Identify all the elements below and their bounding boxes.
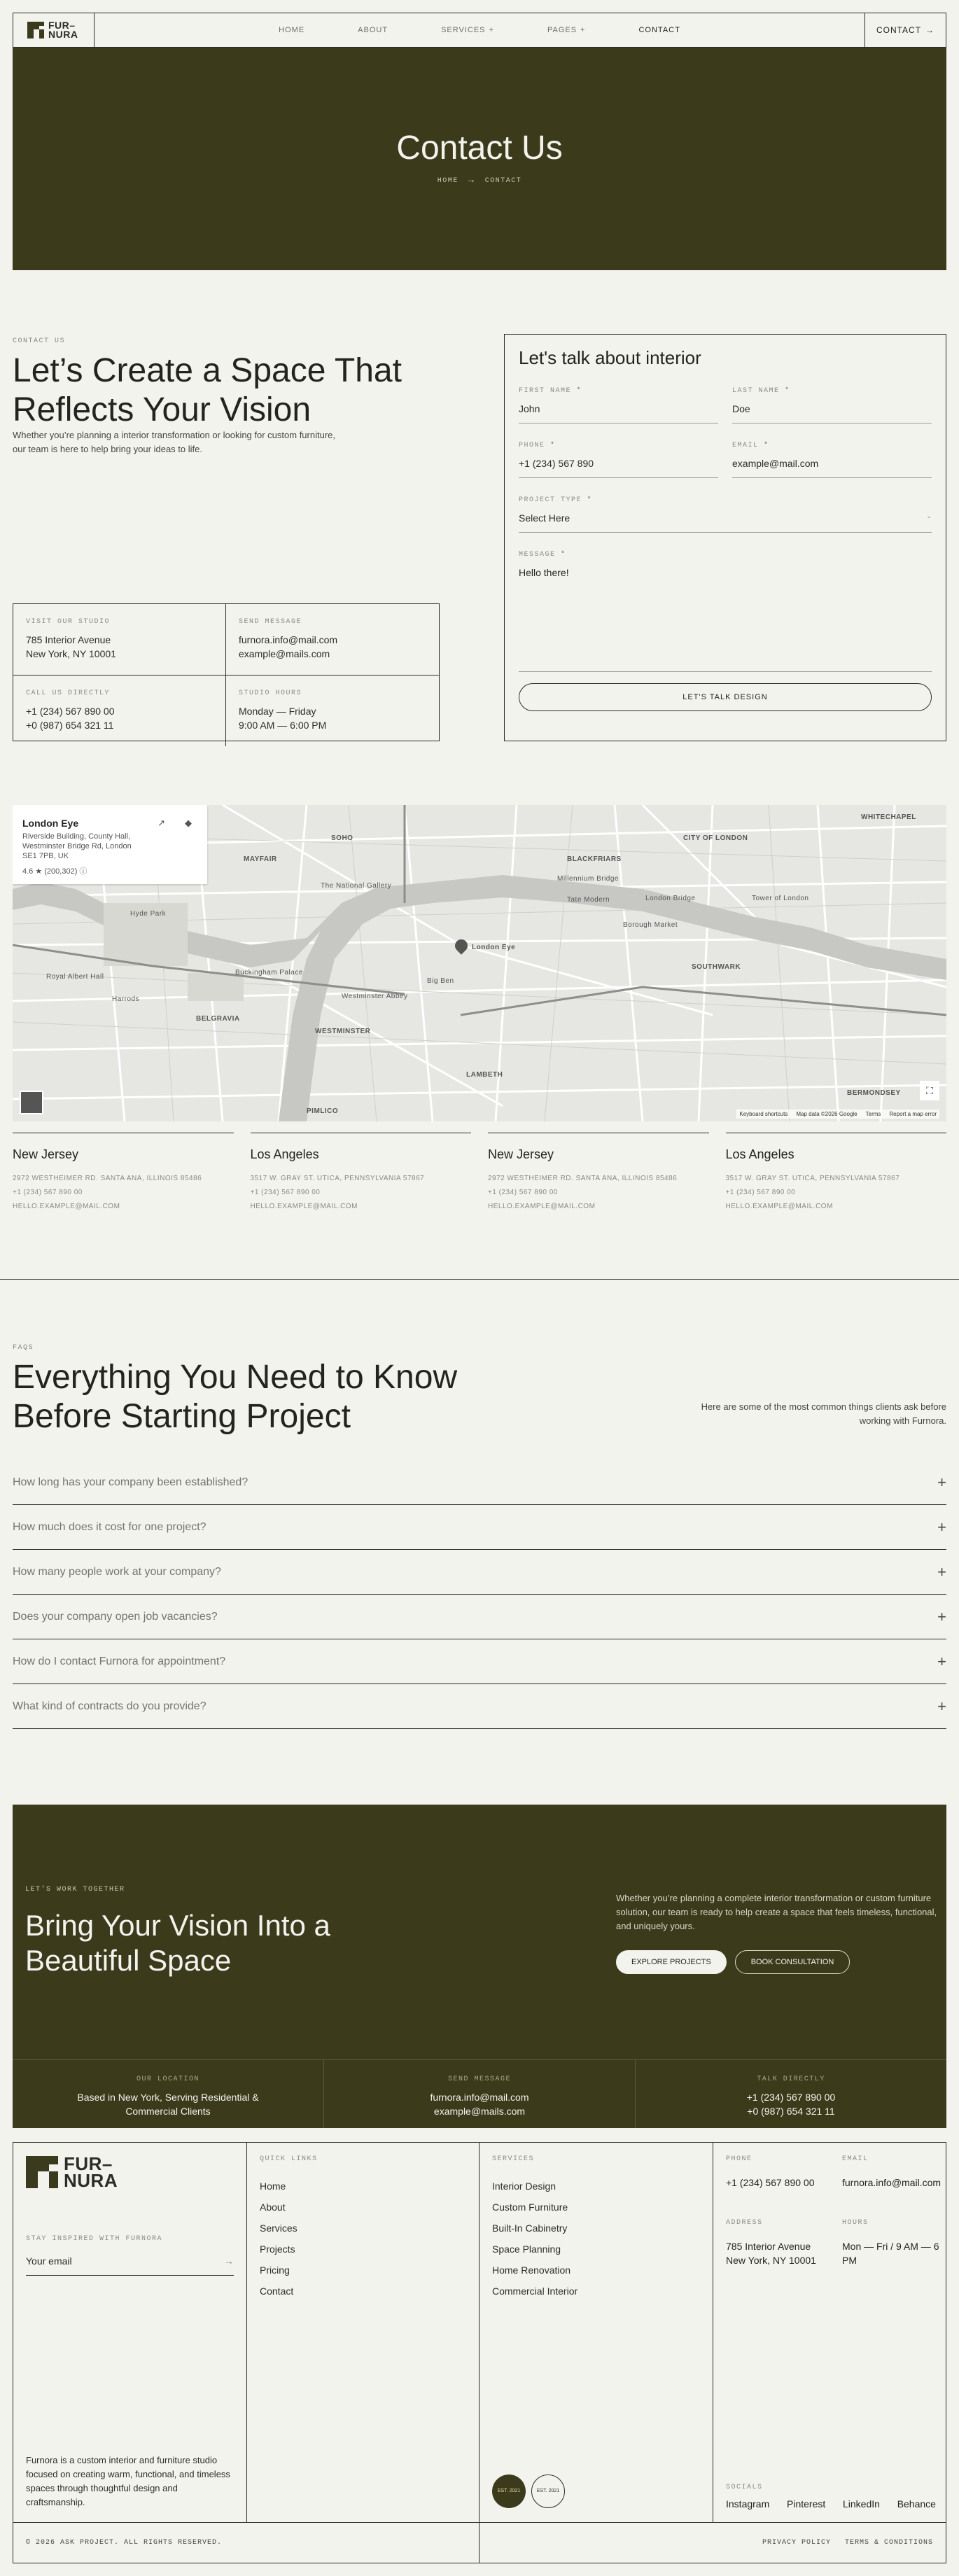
office-list: [13, 1133, 946, 1214]
map-label: SOUTHWARK: [692, 963, 741, 971]
newsletter-email-input[interactable]: Your email →: [26, 2255, 234, 2276]
faq-item[interactable]: What kind of contracts do you provide? +: [13, 1684, 946, 1729]
cta-location: OUR LOCATION Based in New York, Serving Residential & Commercial Clients: [13, 2060, 324, 2128]
office-item: Los Angeles 3517 W. GRAY ST. UTICA, PENNSYLVANIA 57867 +1 (234) 567 890 00 HELLO.EXAMPLE@MAIL.COM: [726, 1133, 947, 1214]
footer-email[interactable]: furnora.info@mail.com: [842, 2177, 941, 2188]
map-label: London Bridge: [645, 895, 696, 902]
header-contact-button[interactable]: CONTACT →: [864, 13, 946, 47]
footer-brand-column: [13, 2143, 247, 2522]
book-consultation-button[interactable]: BOOK CONSULTATION: [735, 1950, 850, 1974]
footer-contact: PHONE +1 (234) 567 890 00 ADDRESS 785 Interior Avenue New York, NY 10001 EMAIL furnora.info@mail.com HOURS Mon — Fri / 9 AM — 6 PM SOCIALS Instagram Pinterest LinkedIn Behance: [726, 2155, 941, 2510]
contact-overline: CONTACT US: [13, 337, 66, 345]
footer-phone[interactable]: +1 (234) 567 890 00: [726, 2177, 815, 2188]
map-label: BELGRAVIA: [196, 1015, 240, 1023]
social-link-behance[interactable]: Behance: [897, 2498, 936, 2510]
plus-icon: +: [937, 1607, 946, 1625]
breadcrumb-home[interactable]: HOME: [437, 176, 458, 185]
footer-link[interactable]: Home Renovation: [492, 2264, 571, 2276]
footer-link[interactable]: Services: [260, 2222, 298, 2234]
cta-phone: TALK DIRECTLY +1 (234) 567 890 00 +0 (987) 654 321 11: [746, 2076, 836, 2117]
footer-link[interactable]: Projects: [260, 2244, 295, 2255]
map-label: Tate Modern: [567, 896, 610, 904]
footer-bottom-bar: [13, 2522, 946, 2563]
plus-icon: +: [937, 1562, 946, 1581]
office-item: New Jersey 2972 WESTHEIMER RD. SANTA ANA, ILLINOIS 85486 +1 (234) 567 890 00 HELLO.EXAMPLE@MAIL.COM: [488, 1133, 709, 1214]
footer-link[interactable]: Interior Design: [492, 2180, 556, 2192]
footer-link[interactable]: Commercial Interior: [492, 2286, 578, 2297]
arrow-right-icon[interactable]: →: [224, 2255, 234, 2267]
open-external-icon[interactable]: ↗: [158, 818, 165, 828]
office-item: New Jersey 2972 WESTHEIMER RD. SANTA ANA, ILLINOIS 85486 +1 (234) 567 890 00 HELLO.EXAMPLE@MAIL.COM: [13, 1133, 234, 1214]
nav-item-contact[interactable]: CONTACT: [638, 26, 680, 34]
explore-projects-button[interactable]: EXPLORE PROJECTS: [616, 1950, 727, 1974]
map-place-card[interactable]: London Eye Riverside Building, County Hall, Westminster Bridge Rd, London SE1 7PB, UK 4.6 ★ (200,302) ⓘ ↗ ◆: [13, 805, 207, 884]
map-label: The National Gallery: [321, 882, 392, 890]
message-textarea[interactable]: Hello there!: [519, 567, 932, 672]
map-label: Borough Market: [623, 921, 678, 929]
map-label: SOHO: [331, 834, 354, 842]
footer-quick-links: QUICK LINKS Home About Services Projects Pricing Contact: [247, 2143, 479, 2522]
phone-input[interactable]: +1 (234) 567 890: [519, 458, 718, 478]
arrow-right-icon: →: [468, 175, 475, 186]
faq-list: [13, 1460, 946, 1729]
info-message: SEND MESSAGE furnora.info@mail.com example@mails.com: [226, 604, 439, 676]
plus-icon: +: [937, 1518, 946, 1536]
arrow-right-icon: →: [925, 25, 935, 35]
site-footer: [13, 2142, 946, 2563]
directions-icon[interactable]: ◆: [185, 818, 192, 828]
map-label: CITY OF LONDON: [683, 834, 748, 842]
main-nav: [94, 13, 864, 47]
logo-line-2: NURA: [48, 29, 78, 40]
plus-icon: +: [937, 1652, 946, 1670]
contact-info-grid: [13, 603, 440, 741]
map-layers-button[interactable]: [20, 1091, 43, 1114]
cta-title: Bring Your Vision Into a Beautiful Space: [25, 1909, 330, 1977]
last-name-input[interactable]: Doe: [732, 403, 932, 424]
plus-icon: +: [580, 26, 586, 34]
cta-message: SEND MESSAGE furnora.info@mail.com example@mails.com: [324, 2060, 636, 2128]
faq-item[interactable]: How long has your company been established? +: [13, 1460, 946, 1505]
logo[interactable]: [13, 13, 94, 47]
map-label: WESTMINSTER: [315, 1028, 371, 1035]
map-label: London Eye: [472, 944, 516, 951]
footer-hours: Mon — Fri / 9 AM — 6 PM: [842, 2241, 939, 2266]
map-label: Westminster Abbey: [342, 993, 408, 1000]
footer-about: Furnora is a custom interior and furniture studio focused on creating warm, functional, and timeless spaces through thoughtful design and craftsmanship.: [26, 2455, 230, 2507]
map-label: PIMLICO: [307, 1107, 339, 1115]
nav-item-about[interactable]: ABOUT: [358, 26, 388, 34]
map-label: Royal Albert Hall: [46, 973, 104, 981]
cta-banner: [13, 1805, 946, 2128]
social-link-instagram[interactable]: Instagram: [726, 2498, 770, 2510]
social-link-linkedin[interactable]: LinkedIn: [843, 2498, 880, 2510]
form-title: Let's talk about interior: [519, 347, 701, 368]
footer-logo[interactable]: FUR– NURA: [26, 2155, 234, 2189]
contact-form: Let's talk about interior FIRST NAME * John LAST NAME * Doe PHONE * +1 (234) 567 890 EMAIL * example@mail.com PROJECT TYPE * Select Here ⌄ MESSAGE * Hello there! LET'S TALK DESIGN: [504, 334, 946, 741]
map-label: BLACKFRIARS: [567, 855, 622, 863]
plus-icon: +: [489, 26, 494, 34]
footer-link[interactable]: Home: [260, 2180, 286, 2192]
faq-item[interactable]: Does your company open job vacancies? +: [13, 1595, 946, 1639]
footer-link[interactable]: Space Planning: [492, 2244, 561, 2255]
footer-address: 785 Interior Avenue New York, NY 10001: [726, 2241, 816, 2266]
top-navigation: [13, 13, 946, 48]
logo-icon: [26, 2156, 58, 2188]
faq-title: Everything You Need to Know Before Starting Project: [13, 1359, 458, 1435]
info-hours: STUDIO HOURS Monday — Friday 9:00 AM — 6:00 PM: [239, 690, 327, 731]
footer-link[interactable]: About: [260, 2202, 286, 2213]
map-label: Buckingham Palace: [235, 969, 303, 976]
map-embed[interactable]: [13, 805, 946, 1121]
map-label: BERMONDSEY: [847, 1089, 901, 1097]
page-title: Contact Us: [396, 130, 563, 167]
footer-link[interactable]: Contact: [260, 2286, 294, 2297]
map-label: LAMBETH: [466, 1071, 503, 1079]
cta-description: Whether you’re planning a complete interior transformation or custom furniture solution, our team is ready to help create a space that feels timeless, functional, and uniquely yours.: [616, 1893, 937, 1931]
cta-overline: LET'S WORK TOGETHER: [25, 1886, 125, 1893]
info-studio: VISIT OUR STUDIO 785 Interior Avenue New York, NY 10001: [13, 604, 226, 676]
contact-title: Let’s Create a Space That Reflects Your Vision: [13, 352, 402, 428]
nav-item-home[interactable]: HOME: [279, 26, 305, 34]
info-call: CALL US DIRECTLY +1 (234) 567 890 00 +0 (987) 654 321 11: [13, 676, 226, 746]
newsletter-label: STAY INSPIRED WITH FURNORA: [26, 2235, 163, 2243]
map-label: Harrods: [112, 995, 140, 1003]
project-type-select[interactable]: Select Here ⌄: [519, 512, 932, 533]
footer-link[interactable]: Custom Furniture: [492, 2202, 568, 2213]
award-badge: EST. 2021: [531, 2474, 565, 2508]
privacy-link[interactable]: PRIVACY POLICY: [762, 2539, 831, 2547]
breadcrumb-current: CONTACT: [484, 176, 522, 185]
social-link-pinterest[interactable]: Pinterest: [787, 2498, 826, 2510]
submit-button[interactable]: LET'S TALK DESIGN: [519, 683, 932, 711]
map-label: Millennium Bridge: [557, 875, 619, 883]
map-attribution: Keyboard shortcuts Map data ©2026 Google Terms Report a map error: [736, 1110, 939, 1119]
faq-item[interactable]: How do I contact Furnora for appointment? +: [13, 1639, 946, 1684]
map-pin-icon[interactable]: [455, 939, 468, 956]
hero-banner: [13, 48, 946, 270]
faq-item[interactable]: How much does it cost for one project? +: [13, 1505, 946, 1550]
plus-icon: +: [937, 1697, 946, 1715]
nav-item-pages[interactable]: PAGES +: [547, 26, 586, 34]
logo-icon: [27, 22, 44, 38]
footer-link[interactable]: Pricing: [260, 2264, 290, 2276]
nav-item-services[interactable]: SERVICES +: [441, 26, 494, 34]
footer-services: SERVICES Interior Design Custom Furniture Built-In Cabinetry Space Planning Home Renovation Commercial Interior EST. 2021 EST. 2021: [479, 2143, 713, 2522]
map-label: MAYFAIR: [244, 855, 277, 863]
copyright: © 2026 ASK PROJECT. ALL RIGHTS RESERVED.: [13, 2523, 479, 2563]
fullscreen-icon[interactable]: ⛶: [920, 1081, 939, 1100]
map-label: WHITECHAPEL: [861, 813, 916, 821]
section-divider: [0, 1279, 959, 1280]
contact-description: Whether you’re planning a interior transformation or looking for custom furniture, our team is here to help bring your ideas to life.: [13, 430, 335, 454]
map-label: Big Ben: [427, 977, 454, 985]
map-label: Tower of London: [752, 895, 809, 902]
footer-link[interactable]: Built-In Cabinetry: [492, 2222, 568, 2234]
chevron-down-icon: ⌄: [926, 512, 932, 519]
plus-icon: +: [937, 1473, 946, 1491]
faq-item[interactable]: How many people work at your company? +: [13, 1550, 946, 1595]
faq-overline: FAQS: [13, 1344, 34, 1352]
logo-line-1: FUR–: [48, 20, 76, 31]
cta-contact-row: [13, 2059, 946, 2128]
email-input[interactable]: example@mail.com: [732, 458, 932, 478]
map-label: Hyde Park: [130, 910, 167, 918]
breadcrumb: [13, 175, 946, 186]
office-item: Los Angeles 3517 W. GRAY ST. UTICA, PENNSYLVANIA 57867 +1 (234) 567 890 00 HELLO.EXAMPLE@MAIL.COM: [251, 1133, 472, 1214]
award-badge: EST. 2021: [492, 2474, 526, 2508]
terms-link[interactable]: TERMS & CONDITIONS: [844, 2539, 933, 2547]
faq-subtitle: Here are some of the most common things clients ask before working with Furnora.: [701, 1401, 946, 1426]
first-name-input[interactable]: John: [519, 403, 718, 424]
